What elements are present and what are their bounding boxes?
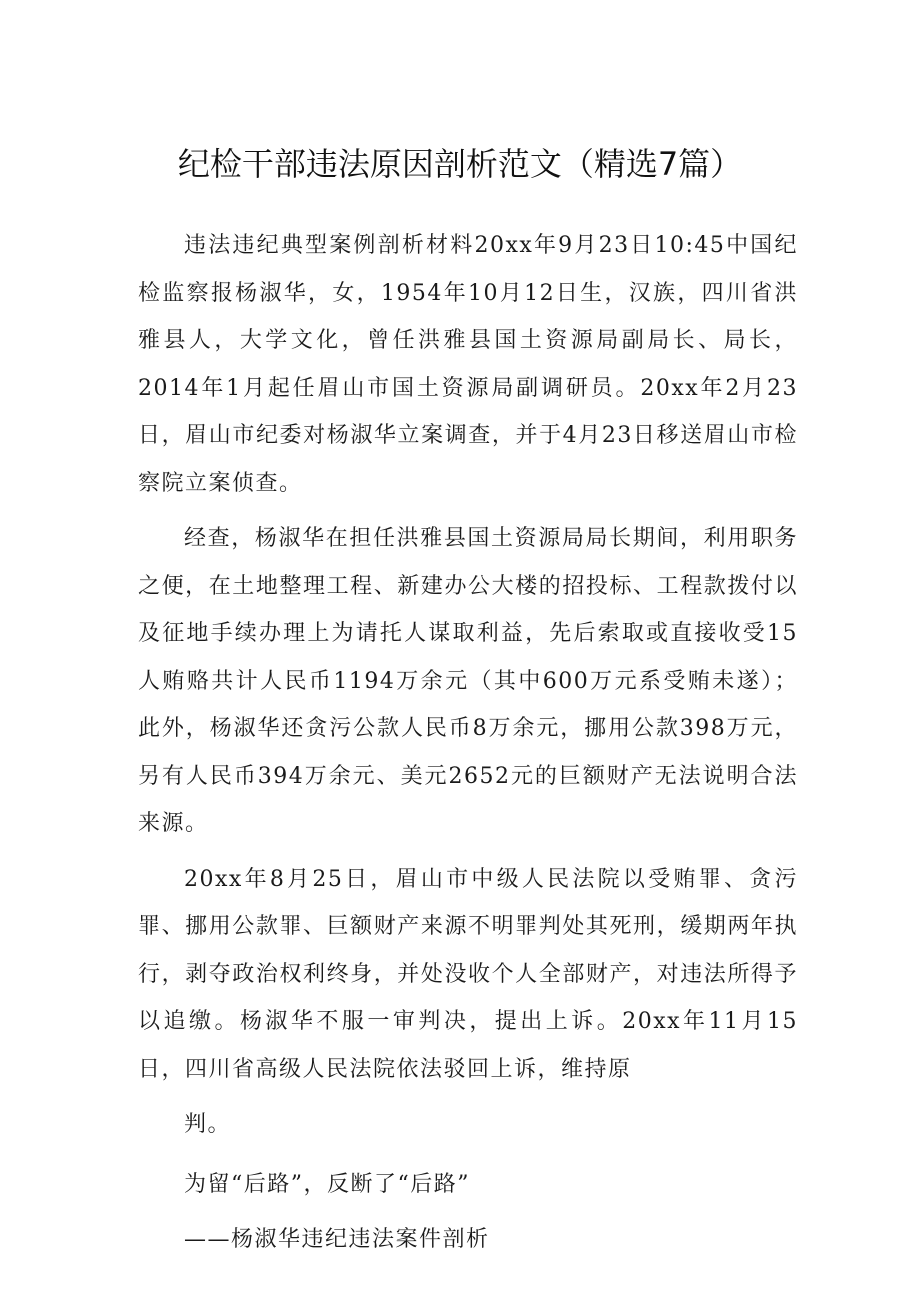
section-subtitle: 为留“后路”，反断了“后路” bbox=[184, 1171, 470, 1197]
paragraph-case-intro: 违法违纪典型案例剖析材料20xx年9月23日10:45中国纪检监察报杨淑华，女，1954年10月12日生，汉族，四川省洪雅县人，大学文化，曾任洪雅县国土资源局副局长、局长，2014年1月起任眉山市国土资源局副调研员。20xx年2月23日，眉山市纪委对杨淑华立案调查，并于4月23日移送眉山市检察院立案侦查。 bbox=[138, 233, 798, 496]
document-title: 纪检干部违法原因剖析范文（精选7篇） bbox=[177, 145, 743, 183]
document-body bbox=[138, 222, 798, 1264]
paragraph-fragment: 判。 bbox=[184, 1112, 232, 1137]
paragraph-verdict: 20xx年8月25日，眉山市中级人民法院以受贿罪、贪污罪、挪用公款罪、巨额财产来源不明罪判处其死刑，缓期两年执行，剥夺政治权利终身，并处没收个人全部财产，对违法所得予以追缴。杨淑华不服一审判决，提出上诉。20xx年11月15日，四川省高级人民法院依法驳回上诉，维持原 bbox=[138, 866, 798, 1082]
paragraph-investigation: 经查，杨淑华在担任洪雅县国土资源局局长期间，利用职务之便，在土地整理工程、新建办公大楼的招投标、工程款拨付以及征地手续办理上为请托人谋取利益，先后索取或直接收受15人贿赂共计人民币1194万余元（其中600万元系受贿未遂）；此外，杨淑华还贪污公款人民币8万余元，挪用公款398万元，另有人民币394万余元、美元2652元的巨额财产无法说明合法来源。 bbox=[138, 526, 798, 836]
section-byline: ——杨淑华违纪违法案件剖析 bbox=[184, 1227, 490, 1252]
